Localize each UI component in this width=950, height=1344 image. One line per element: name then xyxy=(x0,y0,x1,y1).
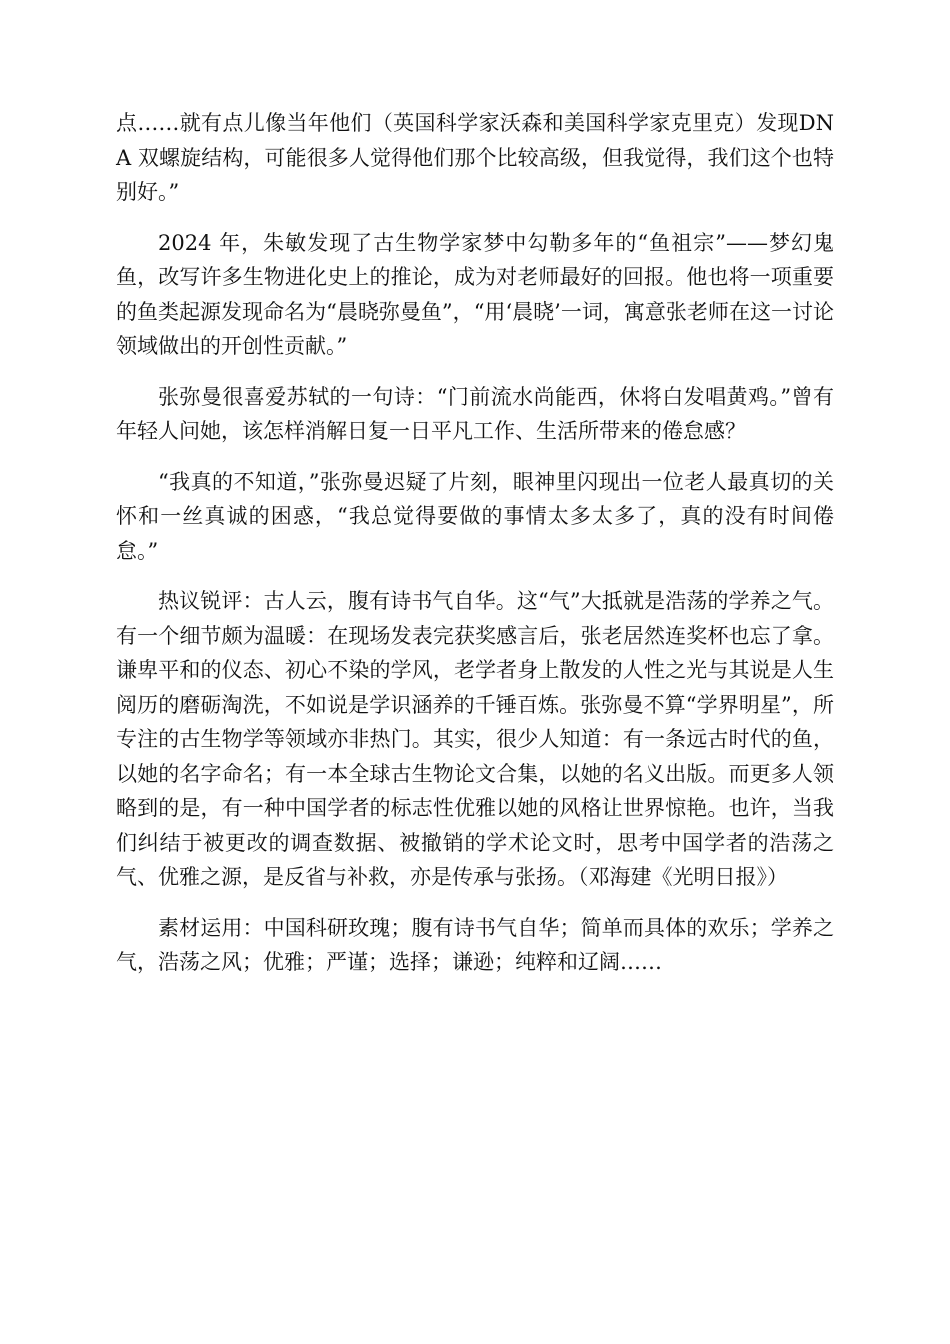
paragraph-su-shi-poem: 张弥曼很喜爱苏轼的一句诗：“门前流水尚能西，休将白发唱黄鸡。”曾有年轻人问她，该怎样消解日复一日平凡工作、生活所带来的倦怠感？ xyxy=(116,384,834,443)
paragraph-commentary: 热议锐评：古人云，腹有诗书气自华。这“气”大抵就是浩荡的学养之气。有一个细节颇为温暖：在现场发表完获奖感言后，张老居然连奖杯也忘了拿。谦卑平和的仪态、初心不染的学风，老学者身上散发的人性之光与其说是人生阅历的磨砺淘洗，不如说是学识涵养的千锤百炼。张弥曼不算“学界明星”，所专注的古生物学等领域亦非热门。其实，很少人知道：有一条远古时代的鱼，以她的名字命名；有一本全球古生物论文合集，以她的名义出版。而更多人领略到的是，有一种中国学者的标志性优雅以她的风格让世界惊艳。也许，当我们纠结于被更改的调查数据、被撤销的学术论文时，思考中国学者的浩荡之气、优雅之源，是反省与补救，亦是传承与张扬。（邓海建《光明日报》） xyxy=(116,589,834,889)
paragraph-continuation: 点……就有点儿像当年他们（英国科学家沃森和美国科学家克里克）发现DNA 双螺旋结构，可能很多人觉得他们那个比较高级，但我觉得，我们这个也特别好。” xyxy=(116,111,834,204)
document-body xyxy=(116,106,834,996)
paragraph-material-usage: 素材运用：中国科研玫瑰；腹有诗书气自华；简单而具体的欢乐；学养之气，浩荡之风；优雅；严谨；选择；谦逊；纯粹和辽阔…… xyxy=(116,915,834,974)
paragraph-no-time-for-fatigue: “我真的不知道，”张弥曼迟疑了片刻，眼神里闪现出一位老人最真切的关怀和一丝真诚的困惑，“我总觉得要做的事情太多太多了，真的没有时间倦怠。” xyxy=(116,469,834,563)
paragraph-zhu-min-discovery: 2024 年，朱敏发现了古生物学家梦中勾勒多年的“鱼祖宗”——梦幻鬼鱼，改写许多生物进化史上的推论，成为对老师最好的回报。他也将一项重要的鱼类起源发现命名为“晨晓弥曼鱼”，“用‘晨晓’一词，寓意张老师在这一讨论领域做出的开创性贡献。” xyxy=(116,230,834,358)
